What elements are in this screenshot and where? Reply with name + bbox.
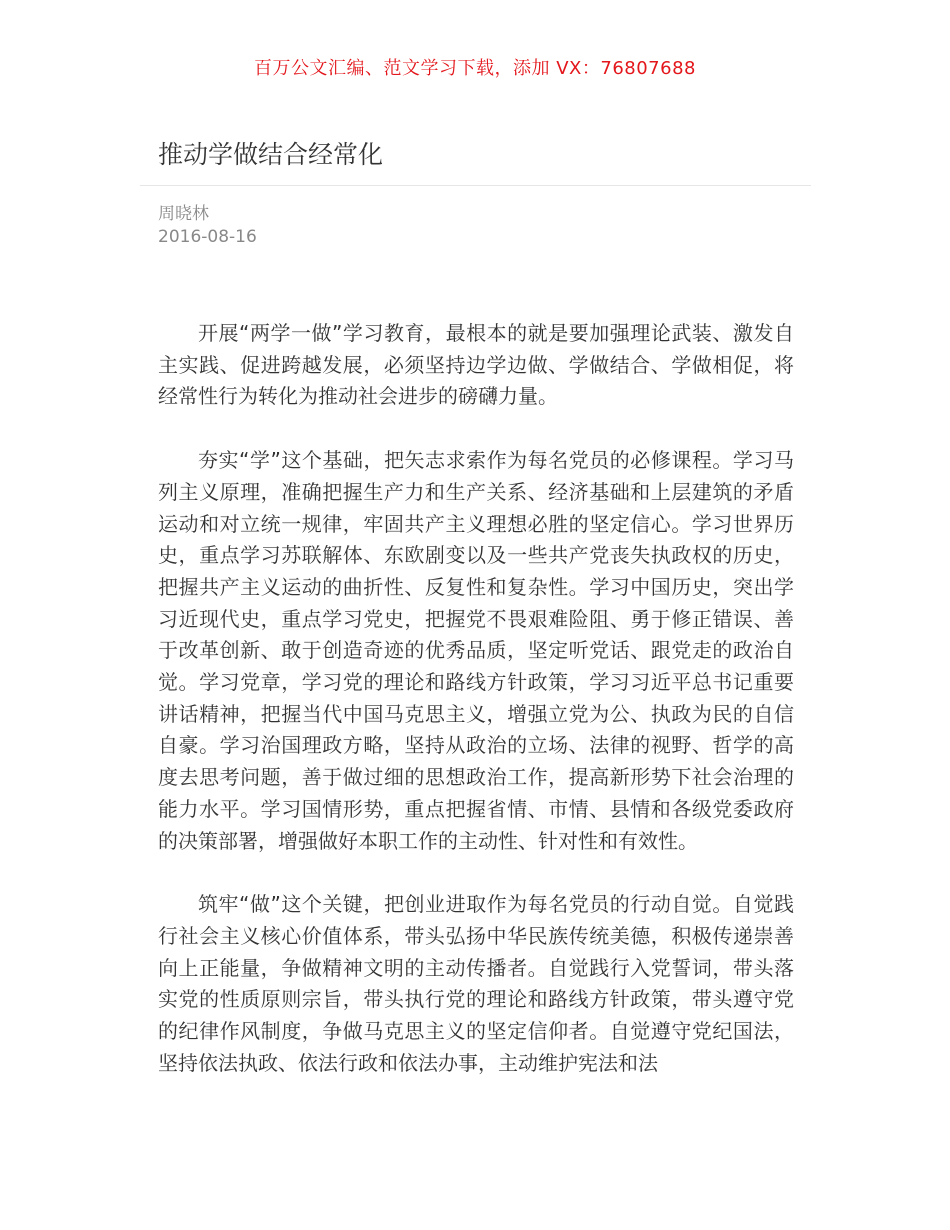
article-date: 2016-08-16 [158, 227, 257, 247]
article-meta [158, 203, 257, 249]
article-title: 推动学做结合经常化 [158, 140, 384, 169]
article-body [158, 318, 794, 1111]
article-paragraph: 夯实“学”这个基础，把矢志求索作为每名党员的必修课程。学习马列主义原理，准确把握生产力和生产关系、经济基础和上层建筑的矛盾运动和对立统一规律，牢固共产主义理想必胜的坚定信心。学习世界历史，重点学习苏联解体、东欧剧变以及一些共产党丧失执政权的历史，把握共产主义运动的曲折性、反复性和复杂性。学习中国历史，突出学习近现代史，重点学习党史，把握党不畏艰难险阻、勇于修正错误、善于改革创新、敢于创造奇迹的优秀品质，坚定听党话、跟党走的政治自觉。学习党章，学习党的理论和路线方针政策，学习习近平总书记重要讲话精神，把握当代中国马克思主义，增强立党为公、执政为民的自信自豪。学习治国理政方略，坚持从政治的立场、法律的视野、哲学的高度去思考问题，善于做过细的思想政治工作，提高新形势下社会治理的能力水平。学习国情形势，重点把握省情、市情、县情和各级党委政府的决策部署，增强做好本职工作的主动性、针对性和有效性。 [158, 448, 794, 853]
article-author: 周晓林 [158, 204, 209, 224]
article-paragraph: 开展“两学一做”学习教育，最根本的就是要加强理论武装、激发自主实践、促进跨越发展，必须坚持边学边做、学做结合、学做相促，将经常性行为转化为推动社会进步的磅礴力量。 [158, 321, 794, 409]
article-paragraph: 筑牢“做”这个关键，把创业进取作为每名党员的行动自觉。自觉践行社会主义核心价值体系，带头弘扬中华民族传统美德，积极传递崇善向上正能量，争做精神文明的主动传播者。自觉践行入党誓词，带头落实党的性质原则宗旨，带头执行党的理论和路线方针政策，带头遵守党的纪律作风制度，争做马克思主义的坚定信仰者。自觉遵守党纪国法，坚持依法执政、依法行政和依法办事，主动维护宪法和法 [158, 892, 794, 1075]
title-divider [140, 185, 811, 186]
promo-banner: 百万公文汇编、范文学习下载，添加 VX：76807688 [254, 58, 696, 79]
